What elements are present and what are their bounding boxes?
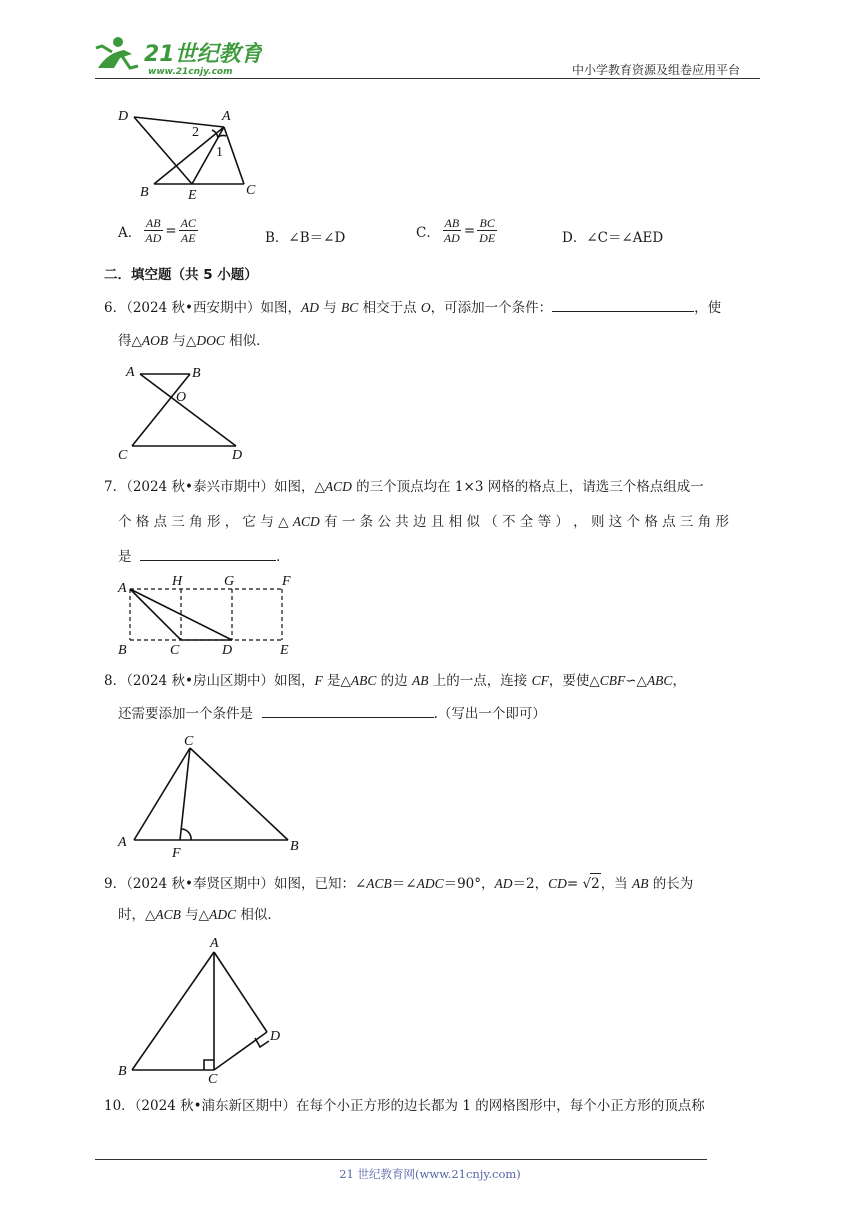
fig9-label-d: D: [270, 1029, 281, 1044]
fig7-label-e: E: [280, 643, 289, 658]
figure-q7: [112, 570, 302, 658]
fig5-label-1: 1: [216, 145, 223, 160]
option-c[interactable]: C． $\frac{AB}{AD}$ = $\frac{BC}{DE}$: [416, 216, 496, 245]
footer-link[interactable]: 21 世纪教育网(www.21cnjy.com): [339, 1167, 521, 1181]
fig6-label-a: A: [126, 365, 135, 380]
figure-q9: [112, 930, 292, 1085]
q9-line2: 时，△ACB 与△ADC 相似．: [118, 907, 281, 923]
fig5-label-b: B: [140, 185, 149, 200]
q7-line1: 7．（2024 秋•泰兴市期中）如图，△ACD 的三个顶点均在 1×3 网格的格点上，请选三个格点组成一: [104, 479, 704, 495]
fraction: $\frac{AB}{AD}$: [443, 216, 460, 245]
fig8-label-a: A: [118, 835, 127, 850]
fig7-label-g: G: [224, 574, 235, 589]
fig6-label-d: D: [232, 448, 243, 463]
figure-q5: [110, 100, 270, 205]
fig5-label-2: 2: [192, 125, 199, 140]
q8-line1: 8．（2024 秋•房山区期中）如图，F 是△ABC 的边 AB 上的一点，连接 CF，要使△CBF∽△ABC，: [104, 673, 686, 689]
fraction: $\frac{AC}{AE}$: [180, 216, 196, 245]
fig6-label-o: O: [176, 390, 187, 405]
logo-text: 21世纪教育: [144, 42, 262, 67]
fig7-label-h: H: [172, 574, 183, 589]
site-logo: [92, 34, 262, 78]
fig7-label-c: C: [170, 643, 180, 658]
fig8-label-f: F: [172, 846, 181, 858]
logo-url: www.21cnjy.com: [148, 67, 233, 77]
option-a[interactable]: A． $\frac{AB}{AD}$ = $\frac{AC}{AE}$: [118, 216, 196, 245]
fig5-label-d: D: [118, 109, 129, 124]
q7-line2: 个 格 点 三 角 形 ， 它 与 △ ACD 有 一 条 公 共 边 且 相 似 （ 不 全 等 ） ， 则 这 个 格 点 三 角 形: [118, 514, 729, 530]
fraction: $\frac{AB}{AD}$: [145, 216, 162, 245]
answer-blank[interactable]: [262, 703, 434, 718]
fraction: $\frac{BC}{DE}$: [479, 216, 496, 245]
site-name: 中小学教育资源及组卷应用平台: [572, 63, 741, 77]
fig7-label-f: F: [282, 574, 291, 589]
q9-line1: 9．（2024 秋•奉贤区期中）如图，已知：∠ACB＝∠ADC＝90°，AD＝2，CD= √2，当 AB 的长为: [104, 873, 693, 894]
fig5-label-a: A: [222, 109, 231, 124]
figure-q6: [112, 360, 257, 465]
figure-q8: [112, 728, 312, 858]
option-b[interactable]: B．∠B＝∠D: [265, 230, 346, 246]
fig9-label-a: A: [210, 936, 219, 951]
fig8-label-c: C: [184, 734, 194, 749]
fig8-label-b: B: [290, 839, 299, 854]
q10-line1: 10．（2024 秋•浦东新区期中）在每个小正方形的边长都为 1 的网格图形中，每个小正方形的顶点称: [104, 1098, 705, 1114]
q8-line2: 还需要添加一个条件是 .（写出一个即可）: [118, 703, 546, 724]
fig7-label-d: D: [222, 643, 233, 658]
footer-divider: [95, 1159, 707, 1160]
fig7-label-b: B: [118, 643, 127, 658]
option-d[interactable]: D．∠C＝∠AED: [562, 230, 664, 246]
fig5-label-e: E: [188, 188, 197, 203]
fig9-label-c: C: [208, 1072, 218, 1085]
fig7-label-a: A: [118, 581, 127, 596]
fig6-label-c: C: [118, 448, 128, 463]
q7-line3: 是 ．: [118, 546, 290, 567]
section-title: 二．填空题（共 5 小题）: [104, 267, 258, 283]
q6-line2: 得△AOB 与△DOC 相似．: [118, 333, 270, 349]
answer-blank[interactable]: [140, 546, 276, 561]
header-divider: [95, 78, 760, 79]
fig5-label-c: C: [246, 183, 256, 198]
answer-blank[interactable]: [552, 297, 694, 312]
fig6-label-b: B: [192, 366, 201, 381]
q6-line1: 6．（2024 秋•西安期中）如图，AD 与 BC 相交于点 O，可添加一个条件： ，使: [104, 297, 721, 318]
fig9-label-b: B: [118, 1064, 127, 1079]
